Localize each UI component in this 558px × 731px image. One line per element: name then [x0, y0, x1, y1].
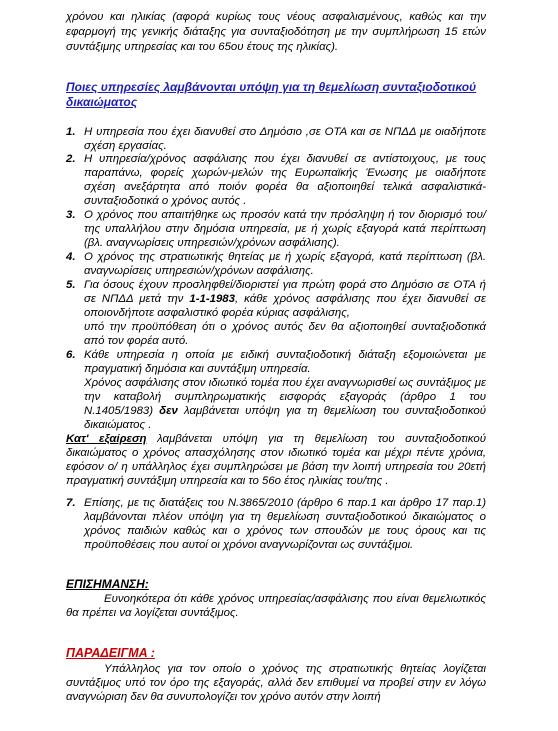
- item5-condition: υπό την προϋπόθεση ότι ο χρόνος αυτός δεν θα αξιοποιηθεί συνταξιοδοτικά από τον φορέα αυτό.: [84, 321, 486, 347]
- item-number: 6.: [66, 349, 76, 361]
- item5-text-a: Για όσους έχουν προσληφθεί/διοριστεί για πρώτη φορά στο Δημόσιο σε ΟΤΑ ή σε ΝΠΔΔ μετά την: [84, 279, 486, 305]
- intro-paragraph: χρόνου και ηλικίας (αφορά κυρίως τους νέους ασφαλισμένους, καθώς και την εφαρμογή της γενικής διάταξης για συνταξιοδότηση με την συμπλήρωση 15 ετών συντάξιμης υπηρεσίας και του 65ου έτους της ηλικίας).: [66, 11, 486, 53]
- note-text: Ευνοηκότερα ότι κάθε χρόνος υπηρεσίας/ασφάλισης που είναι θεμελιωτικός θα πρέπει να λογίζεται συντάξιμος.: [66, 593, 486, 619]
- section-heading: Ποιες υπηρεσίες λαμβάνονται υπόψη για τη θεμελίωση συνταξιοδοτικού δικαιώματος: [66, 80, 477, 109]
- item-number: 4.: [66, 251, 76, 263]
- item-number: 1.: [66, 126, 76, 138]
- note-heading: ΕΠΙΣΗΜΑΝΣΗ:: [66, 577, 149, 591]
- item5-date: 1-1-1983: [189, 293, 235, 305]
- list-item-text: Η υπηρεσία που έχει διανυθεί στο Δημόσιο ,σε ΟΤΑ και σε ΝΠΔΔ με οιαδήποτε σχέση εργασίας.: [84, 126, 486, 152]
- item6-subparagraph: [84, 376, 486, 432]
- example-heading: ΠΑΡΑΔΕΙΓΜΑ :: [66, 646, 155, 660]
- list-item-text: Ο χρόνος της στρατιωτικής θητείας με ή χωρίς εξαγορά, κατά περίπτωση (βλ. αναγνωρίσεις υπηρεσιών/χρόνων ασφάλισης.: [84, 251, 486, 277]
- exception-bold: Κατ' εξαίρεση: [66, 433, 147, 445]
- list-item-text: Επίσης, με τις διατάξεις του Ν.3865/2010 (άρθρο 6 παρ.1 και άρθρο 17 παρ.1) λαμβάνονται πλέον υπόψη για τη θεμελίωση συνταξιοδοτικού δικαιώματος ο χρόνος παιδιών καθώς και ο χρόνος των σπουδών με τους όρους και τις προϋποθέσεις που αυτοί οι χρόνοι αναγνωρίζονται ως συντάξιμοι.: [84, 497, 486, 551]
- exception-text: λαμβάνεται υπόψη για τη θεμελίωση του συνταξιοδοτικού δικαιώματος ο χρόνος απασχόλησης στον ιδιωτικό τομέα και μέχρι πέντε χρόνια, εφόσον ο/ η υπάλληλος έχει συμπληρώσει με βάση την λοιπή υπηρεσία του 20ετή πραγματική συντάξιμη υπηρεσία και το 56ο έτος ηλικίας του/της .: [66, 433, 486, 487]
- list-item-text: Η υπηρεσία/χρόνος ασφάλισης που έχει διανυθεί σε αντίστοιχους, με τους παραπάνω, φορείς χωρών-μελών της Ευρωπαϊκής Ένωσης με οιαδήποτε σχέση ανεξάρτητα από ποιόν φορέα θα αξιοποιηθεί τελικά ασφαλιστικά-συνταξιοδοτικά ο χρόνος αυτός .: [84, 153, 486, 207]
- example-text: Υπάλληλος για τον οποίο ο χρόνος της στρατιωτικής θητείας λογίζεται συντάξιμος υπό τον όρο της εξαγοράς, αλλά δεν επιθυμεί να προβεί στην εν λόγω αναγνώριση δεν θα συνυπολογίζει τον χρόνο αυτόν στην λοιπή: [66, 663, 486, 703]
- list-item-text: Ο χρόνος που απαιτήθηκε ως προσόν κατά την πρόσληψη ή τον διορισμό του/της υπαλλήλου στην δημόσια υπηρεσία, με ή χωρίς εξαγορά κατά περίπτωση (βλ. αναγνωρίσεις υπηρεσιών/χρόνων ασφάλισης).: [84, 209, 486, 249]
- exception-paragraph: [66, 432, 486, 488]
- list-item-text: [84, 278, 486, 320]
- item-number: 7.: [66, 497, 76, 509]
- item-number: 2.: [66, 153, 76, 165]
- list-item-text: Κάθε υπηρεσία η οποία με ειδική συνταξιοδοτική διάταξη εξομοιώνεται με πραγματική δημόσια και συντάξιμη υπηρεσία.: [84, 349, 486, 375]
- item6-sub-bold: δεν: [159, 405, 178, 417]
- item6-sub-text-a: Χρόνος ασφάλισης στον ιδιωτικό τομέα που έχει αναγνωρισθεί ως συντάξιμος με την καταβολή συμπληρωματικής εισφοράς εξαγοράς (άρθρο 1 του Ν.1405/1983): [84, 377, 486, 417]
- item-number: 5.: [66, 279, 76, 291]
- item5-text-b: , κάθε χρόνος ασφάλισης που έχει διανυθεί σε οποιονδήποτε ασφαλιστικό φορέα κύριας ασφάλισης,: [84, 293, 486, 319]
- item-number: 3.: [66, 209, 76, 221]
- item6-sub-text-b: λαμβάνεται υπόψη για τη θεμελίωση του συνταξιοδοτικού δικαιώματος .: [84, 405, 486, 431]
